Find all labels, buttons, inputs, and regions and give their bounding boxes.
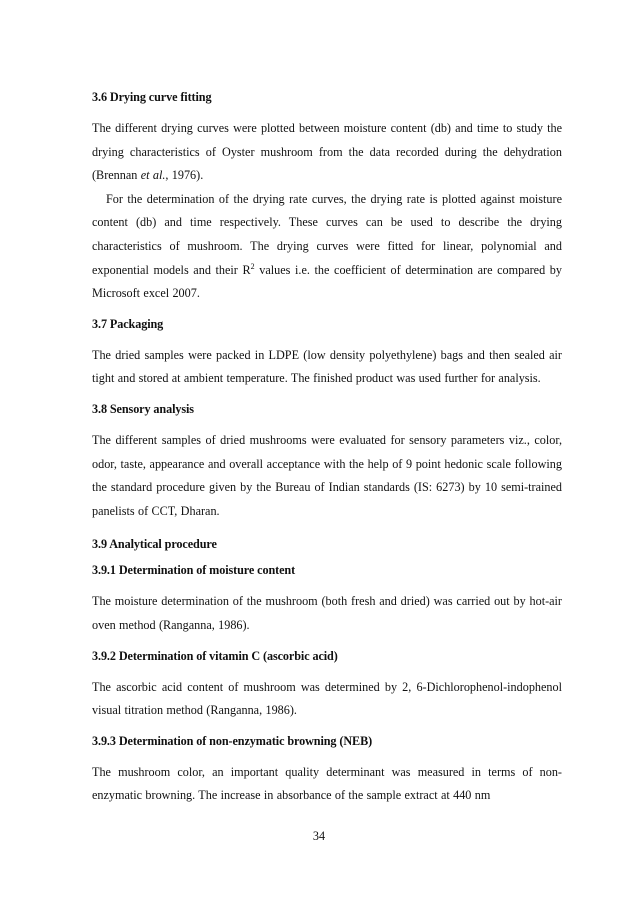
paragraph-text: , 1976). [165,168,204,183]
subsection-heading-3-9-3: 3.9.3 Determination of non-enzymatic browning (NEB) [92,733,373,748]
citation-et-al: et al. [140,168,166,183]
page-content [92,88,562,808]
paragraph-3-6-2 [92,188,562,306]
paragraph-text: For the determination of the drying rate curves, the drying rate is plotted against moisture content (db) and time respectively. These curves can be used to describe the drying characteristics of mushroom. The drying curves were fitted for linear, polynomial and exponential models and their R [92,191,562,277]
paragraph-3-9-1: The moisture determination of the mushroom (both fresh and dried) was carried out by hot-air oven method (Ranganna, 1986). [92,594,562,632]
paragraph-text: The different drying curves were plotted between moisture content (db) and time to study the drying characteristics of Oyster mushroom from the data recorded during the dehydration (Brennan [92,121,562,183]
superscript: 2 [250,261,255,271]
section-heading-3-9: 3.9 Analytical procedure [92,537,217,552]
subsection-heading-3-9-2: 3.9.2 Determination of vitamin C (ascorbic acid) [92,648,338,663]
section-heading-3-7: 3.7 Packaging [92,316,164,331]
section-heading-3-6: 3.6 Drying curve fitting [92,90,212,104]
subsection-heading-3-9-1: 3.9.1 Determination of moisture content [92,563,296,578]
paragraph-3-8: The different samples of dried mushrooms were evaluated for sensory parameters viz., color, odor, taste, appearance and overall acceptance with the help of 9 point hedonic scale following the standard procedure given by the Bureau of Indian standards (IS: 6273) by 10 semi-trained panelists of CCT, Dharan. [92,432,562,518]
paragraph-3-9-3: The mushroom color, an important quality determinant was measured in terms of non-enzymatic browning. The increase in absorbance of the sample extract at 440 nm [92,764,562,803]
paragraph-text: values i.e. the coefficient of determination are compared by Microsoft excel 2007. [92,262,562,301]
page-number: 34 [312,829,326,843]
section-heading-3-8: 3.8 Sensory analysis [92,401,194,416]
paragraph-3-6-1 [92,117,562,188]
paragraph-3-9-2: The ascorbic acid content of mushroom was determined by 2, 6-Dichlorophenol-indophenol visual titration method (Ranganna, 1986). [92,679,562,718]
paragraph-3-7: The dried samples were packed in LDPE (low density polyethylene) bags and then sealed air tight and stored at ambient temperature. The finished product was used further for analysis. [92,347,562,386]
